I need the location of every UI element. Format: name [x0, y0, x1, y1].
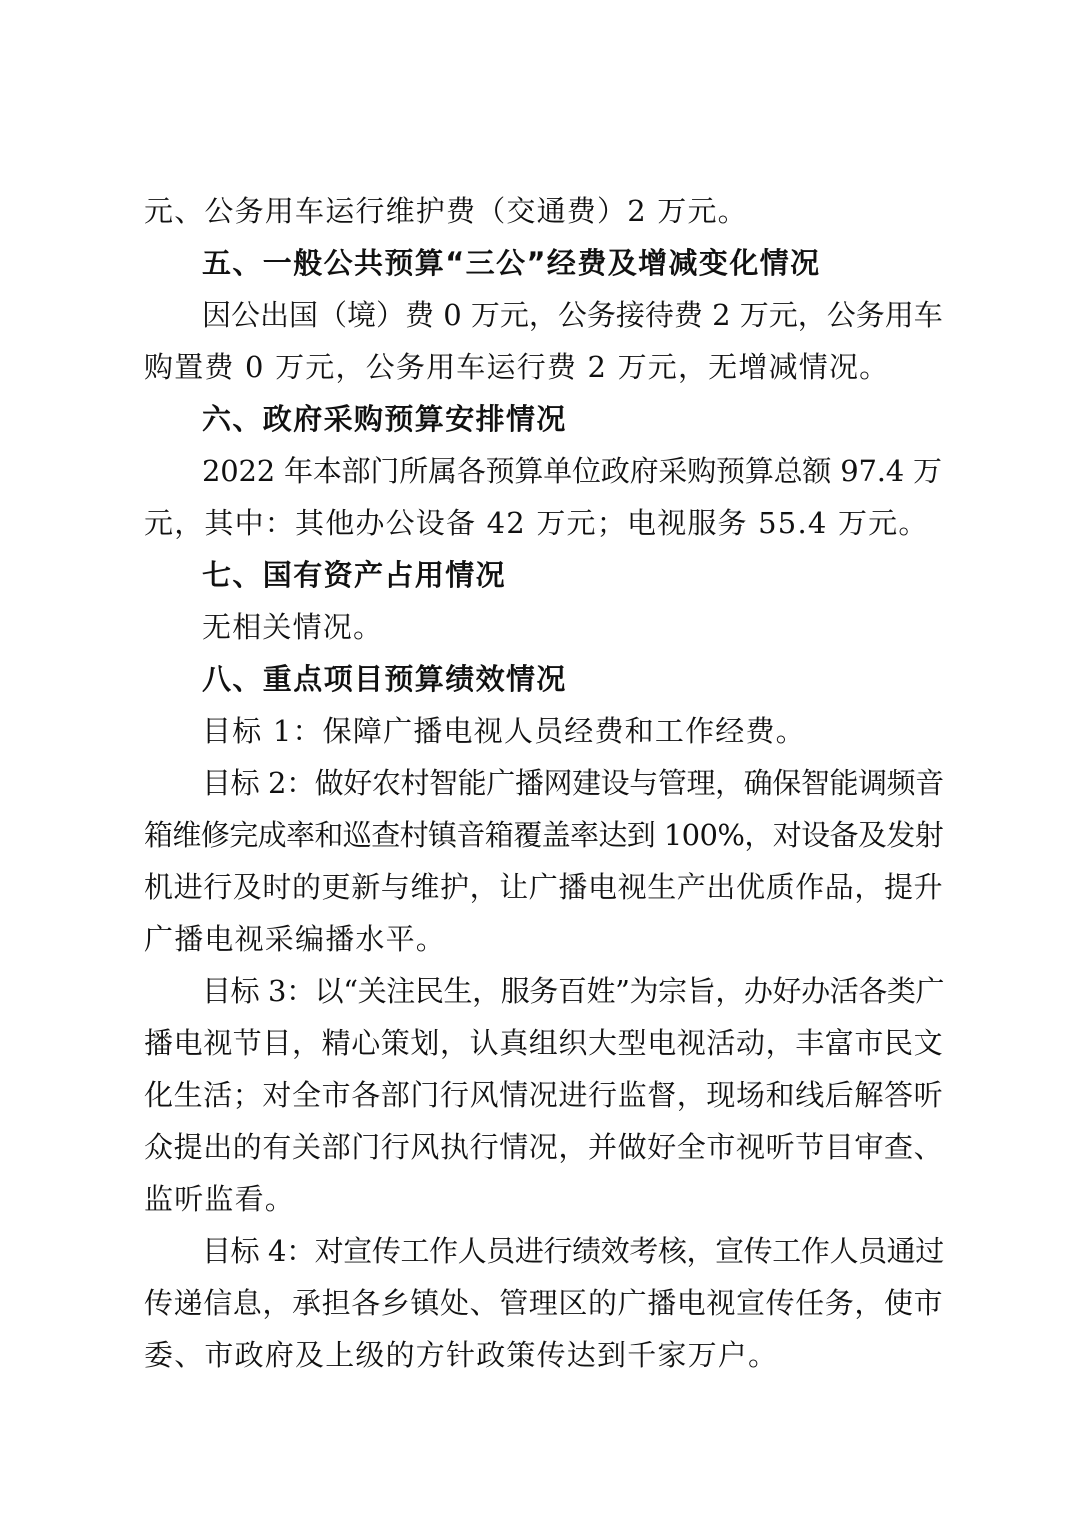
paragraph-line: 目标 4：对宣传工作人员进行绩效考核，宣传工作人员通过 — [202, 1234, 944, 1268]
paragraph-line: 元，其中：其他办公设备 42 万元；电视服务 55.4 万元。 — [144, 506, 929, 540]
paragraph-line: 化生活；对全市各部门行风情况进行监督，现场和线后解答听 — [144, 1078, 944, 1112]
paragraph-line: 目标 2：做好农村智能广播网建设与管理，确保智能调频音 — [202, 766, 944, 800]
paragraph-line: 广播电视采编播水平。 — [144, 922, 447, 956]
paragraph-line: 监听监看。 — [144, 1182, 296, 1216]
paragraph-line: 2022 年本部门所属各预算单位政府采购预算总额 97.4 万 — [202, 454, 942, 488]
paragraph-line: 因公出国（境）费 0 万元，公务接待费 2 万元，公务用车 — [202, 298, 943, 332]
paragraph-line: 元、公务用车运行维护费（交通费）2 万元。 — [144, 194, 748, 228]
paragraph-line: 无相关情况。 — [202, 610, 384, 644]
paragraph-line: 目标 1：保障广播电视人员经费和工作经费。 — [202, 714, 806, 748]
paragraph-line: 传递信息，承担各乡镇处、管理区的广播电视宣传任务，使市 — [144, 1286, 944, 1320]
document-page — [144, 185, 945, 1381]
section-heading-7: 七、国有资产占用情况 — [202, 558, 507, 592]
section-heading-6: 六、政府采购预算安排情况 — [202, 402, 567, 436]
paragraph-line: 目标 3：以“关注民生，服务百姓”为宗旨，办好办活各类广 — [202, 974, 945, 1008]
paragraph-line: 箱维修完成率和巡查村镇音箱覆盖率达到 100%，对设备及发射 — [144, 818, 944, 852]
paragraph-line: 众提出的有关部门行风执行情况，并做好全市视听节目审查、 — [144, 1130, 944, 1164]
paragraph-line: 购置费 0 万元，公务用车运行费 2 万元，无增减情况。 — [144, 350, 890, 384]
section-heading-5: 五、一般公共预算“三公”经费及增减变化情况 — [202, 246, 821, 280]
paragraph-line: 播电视节目，精心策划，认真组织大型电视活动，丰富市民文 — [144, 1026, 944, 1060]
paragraph-line: 委、市政府及上级的方针政策传达到千家万户。 — [144, 1338, 779, 1372]
paragraph-line: 机进行及时的更新与维护，让广播电视生产出优质作品，提升 — [144, 870, 944, 904]
section-heading-8: 八、重点项目预算绩效情况 — [202, 662, 567, 696]
